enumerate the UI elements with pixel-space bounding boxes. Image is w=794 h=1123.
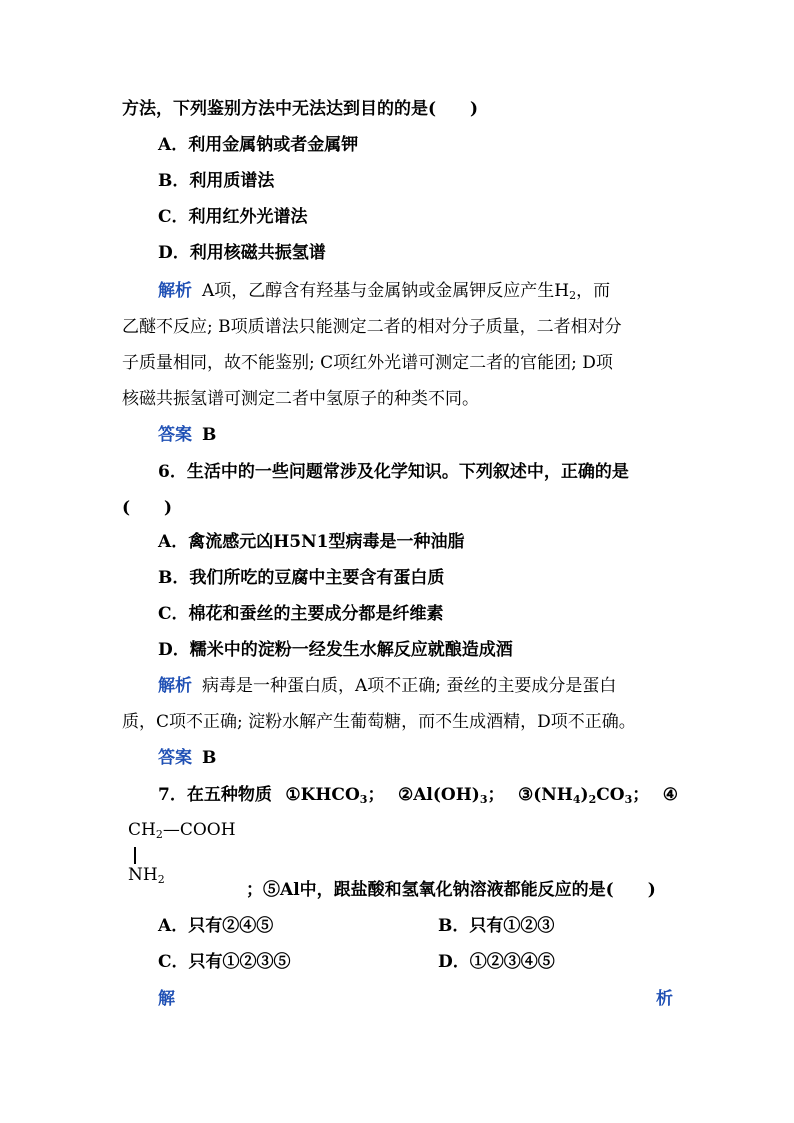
q5-analysis-label: 解析 xyxy=(158,281,192,301)
q5-answer xyxy=(158,423,718,447)
q6-answer xyxy=(158,746,718,770)
q5-answer-value: B xyxy=(202,425,217,445)
q6-answer-label: 答案 xyxy=(158,748,192,768)
q5-option-d: D．利用核磁共振氢谱 xyxy=(158,243,326,263)
q6-analysis-line-2: 质，C项不正确; 淀粉水解产生葡萄糖，而不生成酒精，D项不正确。 xyxy=(122,712,636,732)
q6-analysis-text-1: 病毒是一种蛋白质，A项不正确; 蚕丝的主要成分是蛋白 xyxy=(202,676,617,696)
q7-substance-2: $②Al(OH)_3$； xyxy=(397,785,505,806)
q6-analysis-label: 解析 xyxy=(158,676,192,696)
q5-analysis-line-2: 乙醚不反应; B项质谱法只能测定二者的相对分子质量，二者相对分 xyxy=(122,317,622,337)
q5-option-c: C．利用红外光谱法 xyxy=(158,207,308,227)
q7-substance-1: $①KHCO_3$； xyxy=(285,785,385,806)
q7-option-c: C．只有①②③⑤ xyxy=(158,952,291,972)
q7-stem-line-3: ；⑤Al中，跟盐酸和氢氧化钠溶液都能反应的是( ) xyxy=(246,880,656,900)
formula-bottom-row: $NH_2$ xyxy=(128,865,165,886)
q6-option-d: D．糯米中的淀粉一经发生水解反应就酿造成酒 xyxy=(158,640,513,660)
q5-answer-label: 答案 xyxy=(158,425,192,445)
q6-option-a: A．禽流感元凶H5N1型病毒是一种油脂 xyxy=(158,532,465,552)
q6-option-c: C．棉花和蚕丝的主要成分都是纤维素 xyxy=(158,604,444,624)
q6-stem-line-1: 6．生活中的一些问题常涉及化学知识。下列叙述中，正确的是 xyxy=(158,462,629,482)
q6-option-b: B．我们所吃的豆腐中主要含有蛋白质 xyxy=(158,568,445,588)
q5-analysis-text-1: A项，乙醇含有羟基与金属钠或金属钾反应产生H xyxy=(202,281,570,301)
q5-analysis-line-4: 核磁共振氢谱可测定二者中氢原子的种类不同。 xyxy=(122,389,479,409)
q6-answer-value: B xyxy=(202,748,217,768)
q7-analysis-label-left: 解 xyxy=(158,989,175,1009)
q5-stem: 方法，下列鉴别方法中无法达到目的的是( ) xyxy=(122,99,479,119)
q5-analysis-line-3: 子质量相同，故不能鉴别; C项红外光谱可测定二者的官能团; D项 xyxy=(122,353,613,373)
formula-top-row: $CH_2—COOH$ xyxy=(128,820,236,841)
q5-analysis-sub: 2 xyxy=(569,289,577,302)
q7-stem-line-1 xyxy=(158,783,678,812)
q5-analysis-line-1 xyxy=(158,279,718,308)
q6-analysis-line-1 xyxy=(158,674,718,698)
q7-substance-3: $③(NH_4)_2CO_3$； xyxy=(517,785,650,806)
formula-bond-line xyxy=(134,847,136,864)
q5-option-b: B．利用质谱法 xyxy=(158,171,275,191)
q7-analysis-label-right: 析 xyxy=(656,989,673,1009)
q7-option-a: A．只有②④⑤ xyxy=(158,916,274,936)
q7-option-b: B．只有①②③ xyxy=(438,916,555,936)
q7-stem-intro: 7．在五种物质 xyxy=(158,785,272,805)
q7-option-d: D．①②③④⑤ xyxy=(438,952,555,972)
q5-analysis-tail: ，而 xyxy=(576,281,611,301)
q5-option-a: A．利用金属钠或者金属钾 xyxy=(158,135,359,155)
q7-substance-4-marker: ④ xyxy=(662,785,678,805)
q6-stem-line-2: ( ) xyxy=(122,498,173,518)
